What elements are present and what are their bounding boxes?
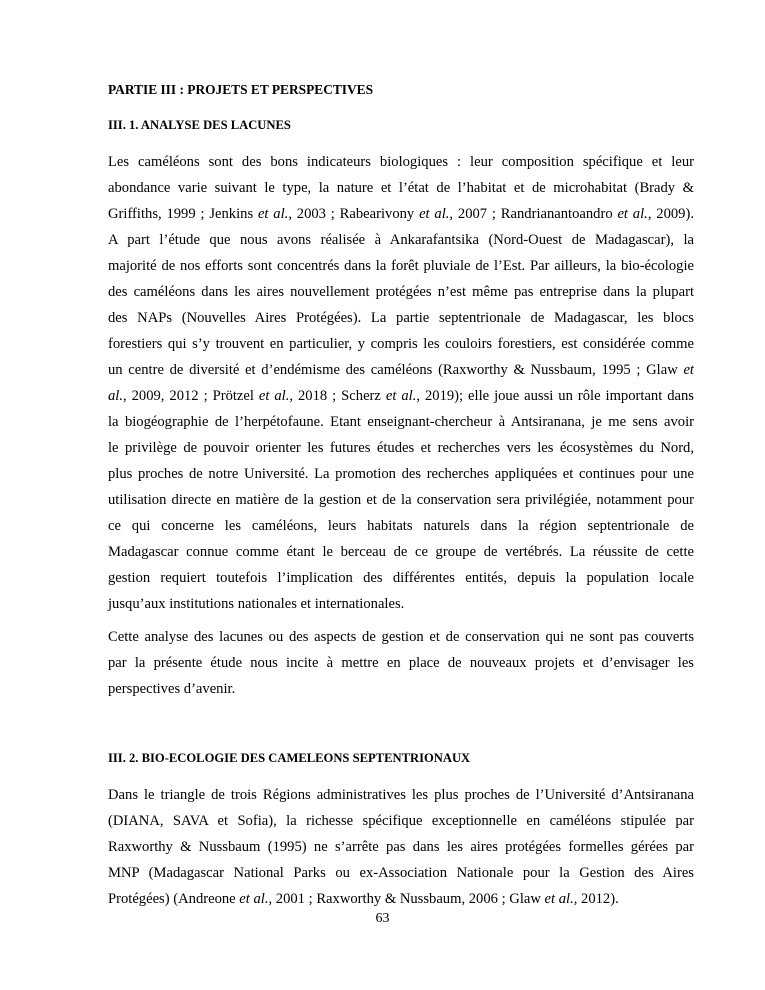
text-line: plus proches de notre Université. La promotion des recherches appliquées et continues pour une: [108, 466, 694, 482]
paragraph-lacunes: [108, 149, 694, 617]
text-line: Protégées) (Andreone et al., 2001 ; Raxworthy & Nussbaum, 2006 ; Glaw et al., 2012).: [108, 891, 619, 907]
text-line: abondance varie suivant le type, la nature et l’état de l’habitat et de microhabitat (Brady &: [108, 180, 694, 196]
text-line: la biogéographie de l’herpétofaune. Etant enseignant-chercheur à Antsiranana, je me sens avoir: [108, 414, 694, 430]
text-line: Les caméléons sont des bons indicateurs biologiques : leur composition spécifique et leur: [108, 154, 694, 170]
text-line: des caméléons dans les aires nouvellement protégées n’est même pas entreprise dans la plupart: [108, 284, 694, 300]
text-line: al., 2009, 2012 ; Prötzel et al., 2018 ; Scherz et al., 2019); elle joue aussi un rôle important dans: [108, 388, 694, 404]
text-line: Raxworthy & Nussbaum (1995) ne s’arrête pas dans les aires protégées formelles gérées par: [108, 839, 694, 855]
part-title: PARTIE III : PROJETS ET PERSPECTIVES: [108, 82, 374, 97]
text-line: MNP (Madagascar National Parks ou ex-Association Nationale pour la Gestion des Aires: [108, 865, 694, 881]
text-line: un centre de diversité et d’endémisme des caméléons (Raxworthy & Nussbaum, 1995 ; Glaw et: [108, 362, 694, 378]
text-line: Cette analyse des lacunes ou des aspects de gestion et de conservation qui ne sont pas couverts: [108, 629, 694, 645]
text-line: Griffiths, 1999 ; Jenkins et al., 2003 ; Rabearivony et al., 2007 ; Randrianantoandro et al., 2009).: [108, 206, 694, 222]
text-line: utilisation directe en matière de la gestion et de la conservation sera privilégiée, notamment pour: [108, 492, 694, 508]
text-line: (DIANA, SAVA et Sofia), la richesse spécifique exceptionnelle en caméléons stipulée par: [108, 813, 694, 829]
paragraph-analyse: [108, 624, 694, 702]
text-line: par la présente étude nous incite à mettre en place de nouveaux projets et d’envisager les: [108, 655, 694, 671]
text-line: perspectives d’avenir.: [108, 681, 236, 697]
text-line: majorité de nos efforts sont concentrés dans la forêt pluviale de l’Est. Par ailleurs, la bio-écologie: [108, 258, 694, 274]
text-line: Dans le triangle de trois Régions administratives les plus proches de l’Université d’Antsiranana: [108, 787, 694, 803]
text-line: ce qui concerne les caméléons, leurs habitats naturels dans la région septentrionale de: [108, 518, 694, 534]
text-line: le privilège de pouvoir orienter les futures études et recherches vers les écosystèmes du Nord,: [108, 440, 694, 456]
text-line: jusqu’aux institutions nationales et internationales.: [108, 596, 405, 612]
text-line: A part l’étude que nous avons réalisée à Ankarafantsika (Nord-Ouest de Madagascar), la: [108, 232, 694, 248]
text-line: forestiers qui s’y trouvent en particulier, y compris les couloirs forestiers, est considérée comme: [108, 336, 694, 352]
paragraph-bio-ecologie: [108, 782, 694, 912]
text-line: Madagascar connue comme étant le berceau de ce groupe de vertébrés. La réussite de cette: [108, 544, 694, 560]
page-number: 63: [375, 911, 390, 926]
section-heading-1: III. 1. ANALYSE DES LACUNES: [108, 118, 291, 132]
section-heading-2: III. 2. BIO-ECOLOGIE DES CAMELEONS SEPTENTRIONAUX: [108, 751, 471, 765]
text-line: des NAPs (Nouvelles Aires Protégées). La partie septentrionale de Madagascar, les blocs: [108, 310, 694, 326]
text-line: gestion requiert toutefois l’implication des différentes entités, depuis la population locale: [108, 570, 694, 586]
